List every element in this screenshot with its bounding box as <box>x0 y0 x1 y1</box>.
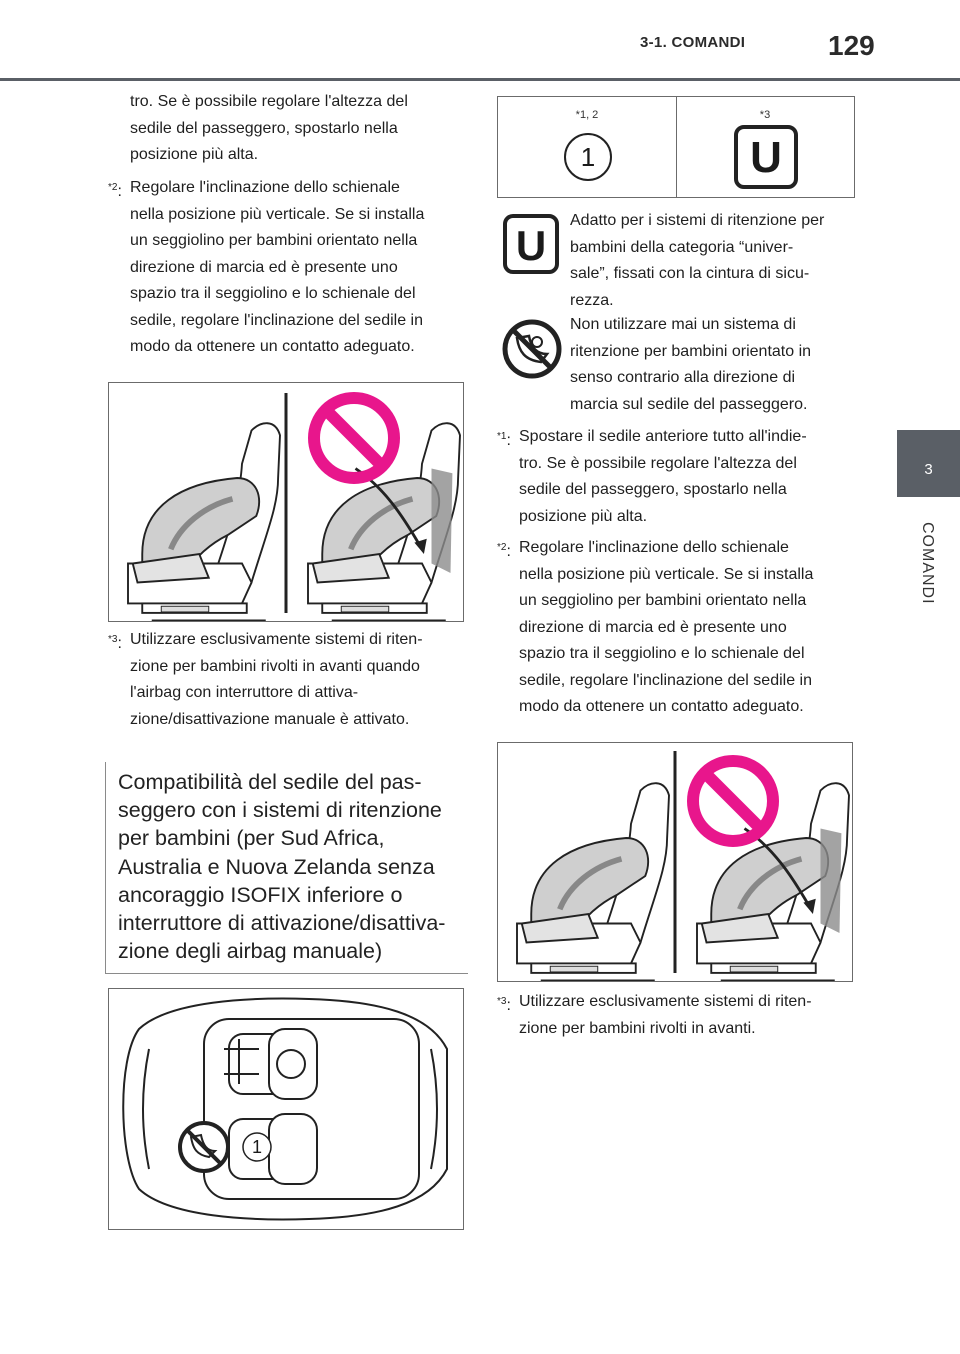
text-line: posizione più alta. <box>130 146 259 163</box>
prohibited-sign-icon <box>314 398 394 478</box>
chapter-tab <box>897 430 960 497</box>
chapter-label-text: COMANDI <box>919 522 936 605</box>
text-line: rezza. <box>570 291 614 309</box>
text-line: marcia sul sedile del passeggero. <box>570 395 808 413</box>
heading-line: seggero con i sistemi di ritenzione <box>118 798 442 823</box>
text-line: sedile, regolare l'inclinazione del sedile in <box>130 311 424 329</box>
chapter-number: 3 <box>924 461 933 478</box>
text-line: tro. Se è possibile regolare l'altezza del <box>519 454 797 472</box>
compatibility-table <box>497 96 855 198</box>
text-line: bambini della categoria “univer- <box>570 238 794 256</box>
text-line: un seggiolino per bambini orientato nella <box>519 592 807 609</box>
text-line: zione per bambini rivolti in avanti. <box>519 1019 756 1037</box>
footnote-mark: $^{*2}$: <box>497 542 511 560</box>
intro-paragraph <box>130 89 470 169</box>
text-line: un seggiolino per bambini orientato nella <box>130 232 418 249</box>
car-outline <box>109 989 463 1229</box>
text-line: senso contrario alla direzione di <box>570 369 796 386</box>
seat-number-symbol: 1 <box>564 133 612 181</box>
text-line: tro. Se è possibile regolare l'altezza del <box>130 93 408 110</box>
text-line: ritenzione per bambini orientato in <box>570 342 812 360</box>
no-rear-facing-icon <box>180 1123 228 1171</box>
page-number: 129 <box>828 30 875 61</box>
text-line: sedile, regolare l'inclinazione del sedile in <box>519 671 813 689</box>
text-line: Spostare il sedile anteriore tutto all'indie- <box>519 428 807 445</box>
table-cell-label: *1, 2 <box>575 109 599 121</box>
text-line: Regolare l'inclinazione dello schienale <box>130 179 400 196</box>
universal-symbol: U <box>734 125 798 189</box>
text-line: modo da ottenere un contatto adeguato. <box>519 698 804 715</box>
footnote-mark: $^{*3}$: <box>497 996 511 1014</box>
text-line: nella posizione più verticale. Se si installa <box>130 205 425 223</box>
footnote-mark: $^{*2}$: <box>108 182 122 200</box>
footnote-3-left <box>108 627 468 733</box>
seat-position-number: 1 <box>252 1137 263 1157</box>
seat-illustration <box>109 383 463 621</box>
text-line: direzione di marcia ed è presente uno <box>519 618 787 636</box>
seat-illustration <box>498 743 852 981</box>
text-line: sale”, fissati con la cintura di sicu- <box>570 265 810 282</box>
text-line: l'airbag con interruttore di attiva- <box>130 684 359 701</box>
text-line: zione per bambini rivolti in avanti quando <box>130 657 420 675</box>
universal-symbol: U <box>503 214 559 274</box>
footnote-1-right <box>497 424 857 530</box>
heading-line: interruttore di attivazione/disattiva- <box>118 911 446 936</box>
footnote-3-right <box>497 989 857 1042</box>
prohibited-sign-icon <box>693 761 773 841</box>
text-line: Non utilizzare mai un sistema di <box>570 316 796 333</box>
heading-line: per bambini (per Sud Africa, <box>118 826 385 851</box>
seat-recline-figure <box>108 382 464 622</box>
text-line: Utilizzare esclusivamente sistemi di riten- <box>130 631 423 648</box>
text-line: sedile del passeggero, spostarlo nella <box>519 481 787 498</box>
text-line: Utilizzare esclusivamente sistemi di riten- <box>519 993 812 1010</box>
car-top-view-figure <box>108 988 464 1230</box>
chapter-label <box>896 522 960 622</box>
heading-line: zione degli airbag manuale) <box>118 939 383 964</box>
heading-line: ancoraggio ISOFIX inferiore o <box>118 882 403 907</box>
footnote-2-right <box>497 535 857 721</box>
header-divider <box>0 78 960 81</box>
no-rear-facing-icon <box>501 318 563 385</box>
heading-line: Australia e Nuova Zelanda senza <box>118 854 435 879</box>
footnote-mark: $^{*1}$: <box>497 431 511 449</box>
footnote-2-left <box>108 175 468 361</box>
text-line: posizione più alta. <box>519 507 648 525</box>
text-line: spazio tra il seggiolino e lo schienale del <box>519 645 805 662</box>
seat-recline-figure-right <box>497 742 853 982</box>
legend-universal-text <box>570 208 860 314</box>
text-line: sedile del passeggero, spostarlo nella <box>130 119 398 137</box>
heading-line: Compatibilità del sedile del pas- <box>118 770 422 794</box>
text-line: Adatto per i sistemi di ritenzione per <box>570 212 825 229</box>
text-line: nella posizione più verticale. Se si installa <box>519 565 814 583</box>
text-line: direzione di marcia ed è presente uno <box>130 258 398 276</box>
table-cell-label: *3 <box>759 109 771 121</box>
section-reference: 3-1. COMANDI <box>640 34 746 51</box>
text-line: modo da ottenere un contatto adeguato. <box>130 338 415 355</box>
section-heading <box>105 762 468 974</box>
text-line: Regolare l'inclinazione dello schienale <box>519 539 789 556</box>
text-line: spazio tra il seggiolino e lo schienale del <box>130 285 416 302</box>
legend-no-rear-facing-text <box>570 312 860 418</box>
footnote-mark: $^{*3}$: <box>108 634 122 652</box>
text-line: zione/disattivazione manuale è attivato. <box>130 710 410 728</box>
